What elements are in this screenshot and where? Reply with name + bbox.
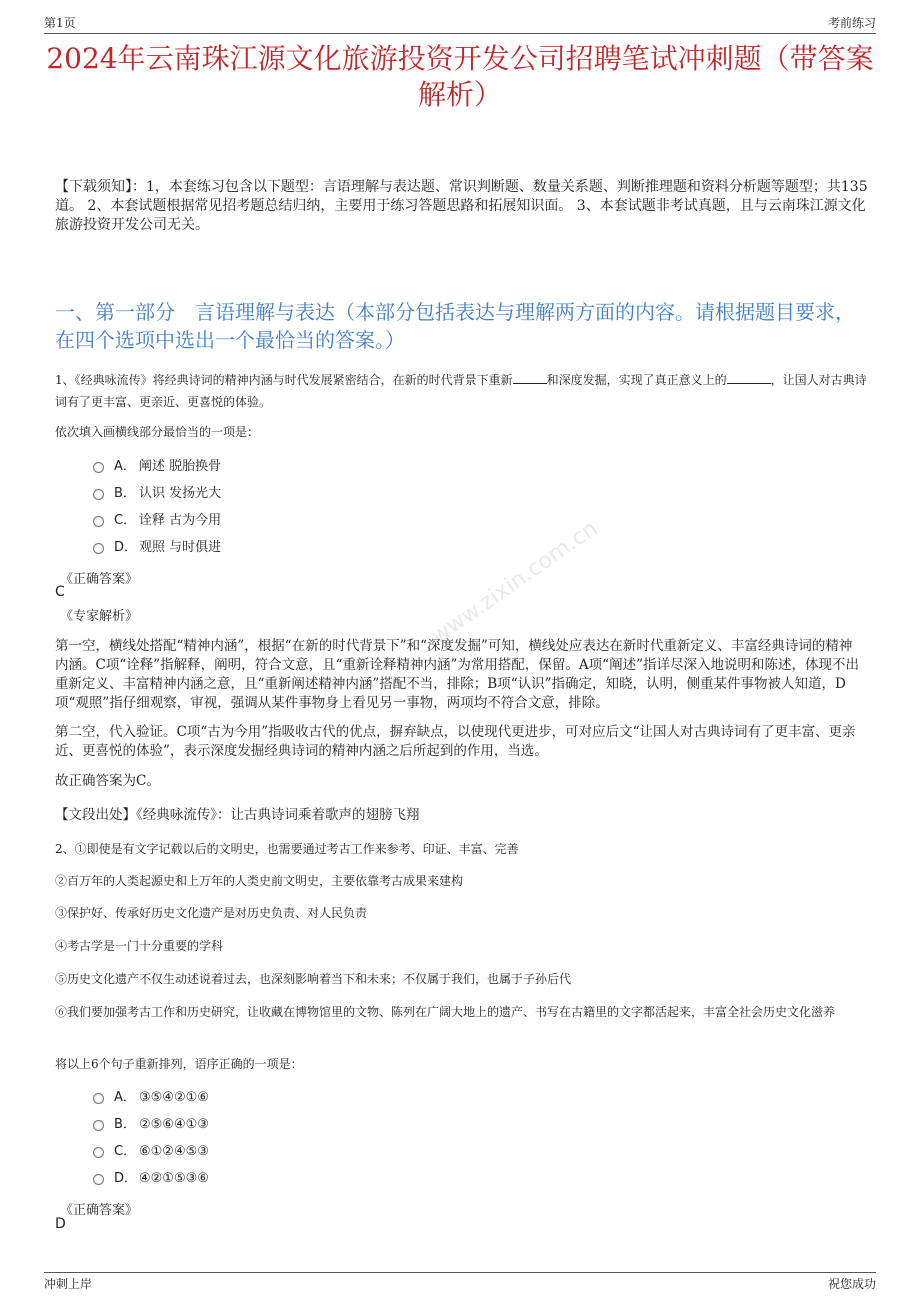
section-heading: 一、第一部分 言语理解与表达（本部分包括表达与理解两方面的内容。请根据题目要求，在四个选项中选出一个最恰当的答案。） (55, 300, 855, 352)
footer-left: 冲刺上岸 (44, 1277, 93, 1291)
radio-icon[interactable] (93, 1093, 104, 1104)
radio-icon[interactable] (93, 516, 104, 527)
page-number: 第1页 (44, 16, 76, 30)
document-title: 2024年云南珠江源文化旅游投资开发公司招聘笔试冲刺题（带答案解析） (46, 42, 874, 111)
page-footer (44, 1272, 876, 1293)
radio-icon[interactable] (93, 489, 104, 500)
question-2-sentence-4: ④考古学是一门十分重要的学科 (55, 939, 224, 953)
analysis-label: 《专家解析》 (60, 609, 139, 624)
question-2-prompt: 将以上6个句子重新排列，语序正确的一项是： (55, 1057, 303, 1071)
question-2-sentence-5: ⑤历史文化遗产不仅生动述说着过去，也深刻影响着当下和未来；不仅属于我们，也属于子孙后代 (55, 972, 572, 986)
analysis-paragraph-2: 第二空，代入验证。C项“古为今用”指吸收古代的优点，摒弃缺点，以使现代更进步，可对应后文“让国人对古典诗词有了更丰富、更亲近、更喜悦的体验”，表示深度发掘经典诗词的精神内涵之后所起到的作用，当选。 (55, 724, 856, 759)
page-header (44, 13, 876, 34)
footer-right: 祝您成功 (827, 1277, 876, 1291)
blank-2 (727, 371, 771, 384)
question-1-stem: 1、《经典咏流传》将经典诗词的精神内涵与时代发展紧密结合，在新的时代背景下重新 和深度发掘，实现了真正意义上的 ，让国人对古典诗词有了更丰富、更亲近、更喜悦的体验。 (55, 373, 867, 409)
answer-label: 《正确答案》 (60, 1203, 139, 1218)
radio-icon[interactable] (93, 462, 104, 473)
question-2-sentence-3: ③保护好、传承好历史文化遗产是对历史负责、对人民负责 (55, 906, 368, 920)
answer-value: C (55, 584, 65, 600)
answer-value: D (55, 1216, 66, 1232)
download-notice: 【下载须知】：1，本套练习包含以下题型：言语理解与表达题、常识判断题、数量关系题、判断推理题和资料分析题等题型；共135道。 2、本套试题根据常见招考题总结归纳，主要用于练习答题思路和拓展知识面。 3、本套试题非考试真题，且与云南珠江源文化旅游投资开发公司无关。 (55, 179, 868, 233)
radio-icon[interactable] (93, 543, 104, 554)
blank-1 (513, 371, 547, 384)
question-1-prompt: 依次填入画横线部分最恰当的一项是： (55, 425, 260, 439)
passage-source: 【文段出处】《经典咏流传》：让古典诗词乘着歌声的翅膀飞翔 (55, 807, 420, 823)
radio-icon[interactable] (93, 1147, 104, 1158)
header-label: 考前练习 (827, 16, 876, 30)
question-2-sentence-6: ⑥我们要加强考古工作和历史研究，让收藏在博物馆里的文物、陈列在广阔大地上的遗产、书写在古籍里的文字都活起来，丰富全社会历史文化滋养 (55, 1005, 836, 1019)
analysis-paragraph-1: 第一空，横线处搭配“精神内涵”，根据“在新的时代背景下”和“深度发掘”可知，横线处应表达在新时代重新定义、丰富经典诗词的精神内涵。C项“诠释”指解释，阐明，符合文意，且“重新诠释精神内涵”为常用搭配，保留。A项“阐述”指详尽深入地说明和陈述，体现不出重新定义、丰富精神内涵之意，且“重新阐述精神内涵”搭配不当，排除；B项“认识”指确定，知晓，认明，侧重某件事物被人知道，D项“观照”指仔细观察，审视，强调从某件事物身上看见另一事物，两项均不符合文意，排除。 (55, 638, 859, 711)
radio-icon[interactable] (93, 1174, 104, 1185)
radio-icon[interactable] (93, 1120, 104, 1131)
question-2-sentence-1: 2、①即使是有文字记载以后的文明史，也需要通过考古工作来参考、印证、丰富、完善 (55, 842, 519, 856)
question-2-sentence-2: ②百万年的人类起源史和上万年的人类史前文明史，主要依靠考古成果来建构 (55, 874, 464, 888)
answer-label: 《正确答案》 (60, 572, 139, 587)
analysis-conclusion: 故正确答案为C。 (55, 773, 160, 789)
watermark: www.zixin.com.cn (426, 516, 603, 650)
